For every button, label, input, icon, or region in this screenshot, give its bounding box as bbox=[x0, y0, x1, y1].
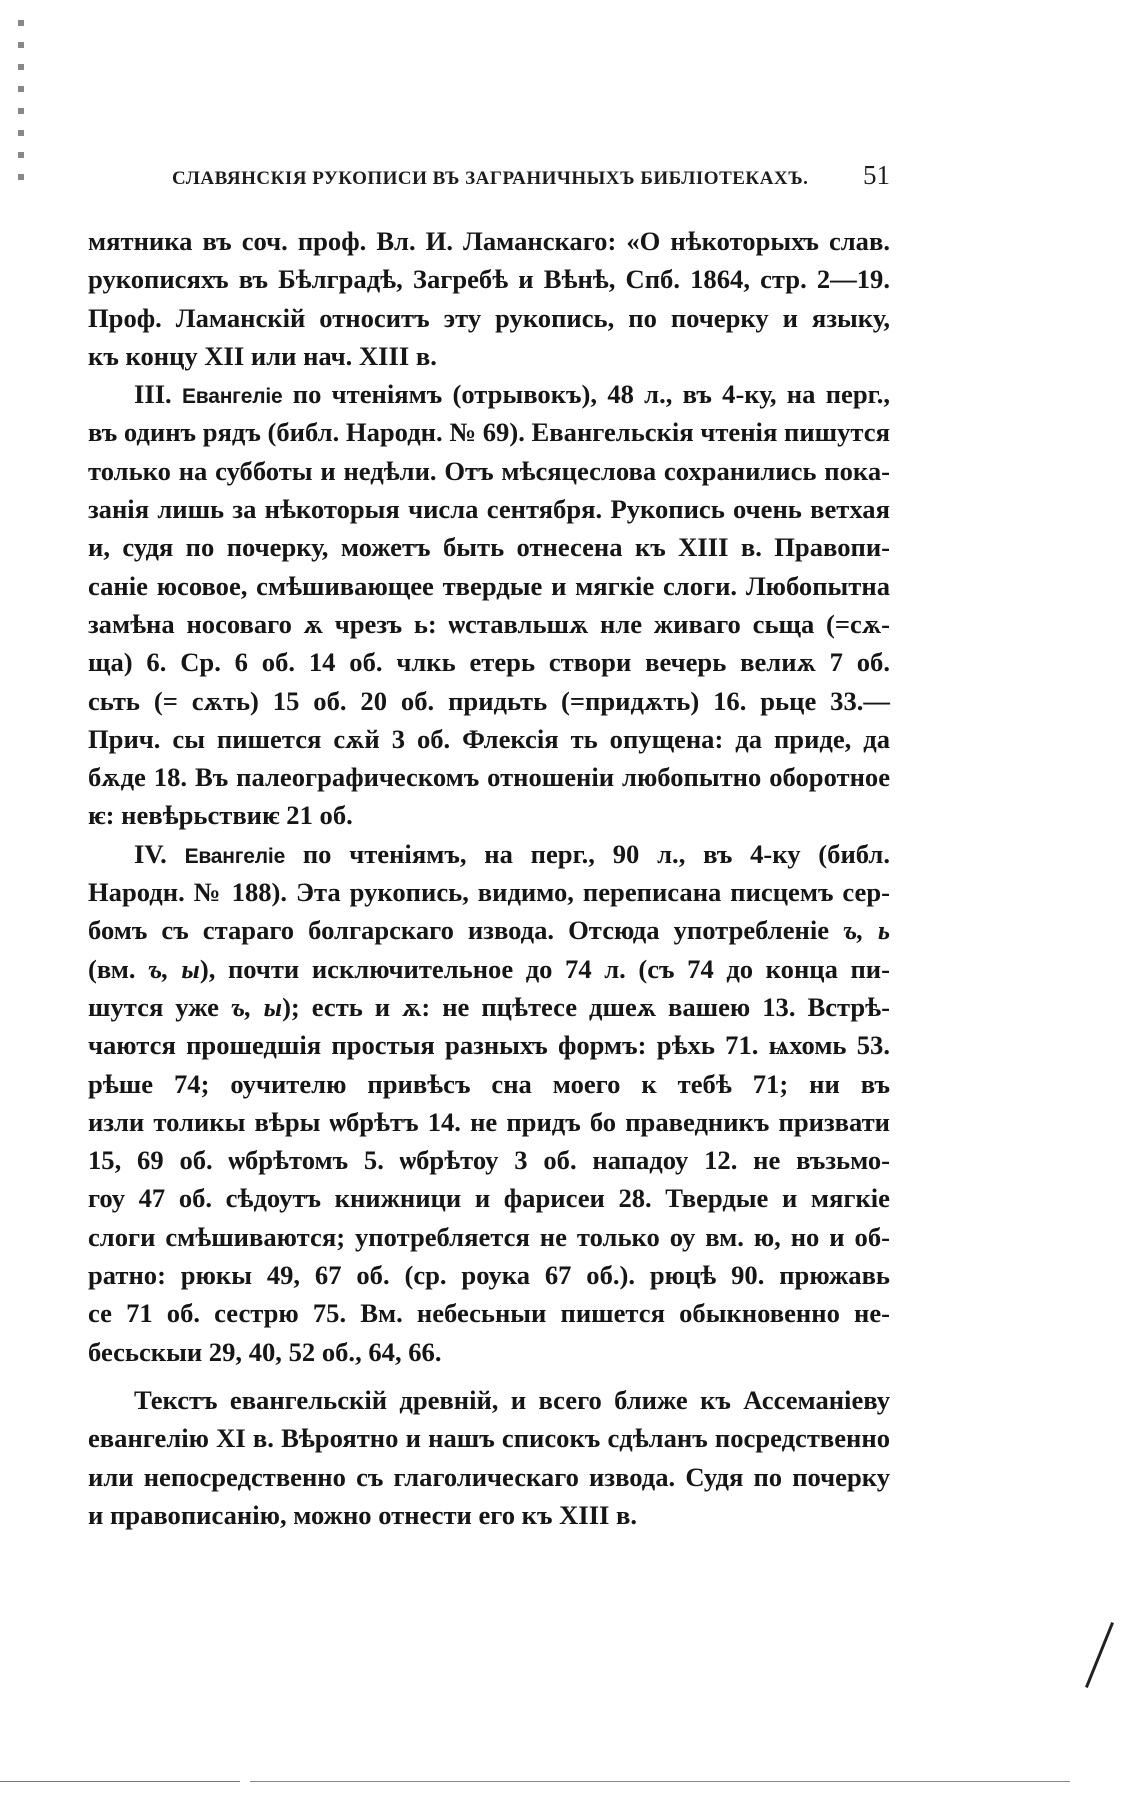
page-number: 51 bbox=[863, 160, 890, 190]
text-run-italic: ъ, ы bbox=[230, 991, 283, 1022]
bottom-rule bbox=[250, 1781, 1070, 1782]
text-line: бесьскыи 29, 40, 52 об., 64, 66. bbox=[88, 1336, 442, 1367]
text-line: только на субботы и недѣли. Отъ мѣсяцеслова сохранились пока- bbox=[88, 455, 890, 486]
text-run-italic: ъ, ь bbox=[843, 915, 890, 946]
section-number: III. bbox=[134, 379, 182, 410]
text-run-italic: ъ, ы bbox=[148, 953, 200, 984]
text-line: ща) 6. Ср. 6 об. 14 об. члкь етерь створи вечерь велиѫ 7 об. bbox=[88, 647, 890, 678]
text-run: по чтеніямъ, на перг., 90 л., въ 4-ку (библ. bbox=[285, 838, 890, 869]
text-line: 15, 69 об. ѡбрѣтомъ 5. ѡбрѣтоу 3 об. нападоу 12. не възьмо- bbox=[88, 1145, 890, 1176]
text-line bbox=[88, 950, 890, 988]
running-title: СЛАВЯНСКІЯ РУКОПИСИ ВЪ ЗАГРАНИЧНЫХЪ БИБЛІОТЕКАХЪ. bbox=[172, 168, 809, 189]
text-line: или непосредственно съ глаголическаго извода. Судя по почерку bbox=[88, 1461, 890, 1492]
text-line: и правописанію, можно отнести его къ XIII в. bbox=[88, 1499, 638, 1530]
text-line bbox=[88, 911, 890, 949]
text-line: слоги смѣшиваются; употребляется не только оу вм. ю, но и об- bbox=[88, 1221, 890, 1252]
section-title: Евангеліе bbox=[184, 844, 286, 868]
body-text bbox=[88, 222, 890, 1534]
text-run: ); есть и ѫ: не пцѣтесе дшеѫ вашею 13. Встрѣ- bbox=[282, 991, 890, 1022]
text-line: изли толикы вѣры ѡбрѣтъ 14. не придъ бо праведникъ призвати bbox=[88, 1106, 890, 1137]
running-head bbox=[172, 160, 890, 200]
text-line: чаются прошедшія простыя разныхъ формъ: рѣхь 71. ѩхомь 53. bbox=[88, 1030, 890, 1061]
text-run: по чтеніямъ (отрывокъ), 48 л., въ 4-ку, на перг., bbox=[282, 379, 890, 410]
text-line-section-iv bbox=[88, 835, 890, 873]
margin-pen-mark bbox=[1085, 1622, 1114, 1688]
text-line: рѣше 74; оучителю привѣсъ сна моего к тебѣ 71; ни въ bbox=[88, 1068, 890, 1099]
text-line: евангелію XI в. Вѣроятно и нашъ списокъ сдѣланъ посредственно bbox=[88, 1423, 890, 1454]
text-line: бѫде 18. Въ палеографическомъ отношеніи любопытно оборотное bbox=[88, 762, 890, 793]
text-run: шутся уже bbox=[88, 991, 231, 1022]
text-line: Прич. сы пишется сѫй 3 об. Флексія ть опущена: да приде, да bbox=[88, 723, 890, 754]
text-run: (вм. bbox=[88, 953, 149, 984]
text-line: и, судя по почерку, можетъ быть отнесена къ XIII в. Правопи- bbox=[88, 532, 890, 563]
text-line: гоу 47 об. сѣдоутъ книжници и фарисеи 28. Твердые и мягкіе bbox=[88, 1183, 890, 1214]
text-line: ратно: рюкы 49, 67 об. (ср. роука 67 об.). рюцѣ 90. прюжавь bbox=[88, 1260, 890, 1291]
text-line: въ одинъ рядъ (библ. Народн. № 69). Евангельскія чтенія пишутся bbox=[88, 417, 890, 448]
text-run: ), почти исключительное до 74 л. (съ 74 до конца пи- bbox=[199, 953, 890, 984]
text-line: къ концу XII или нач. XIII в. bbox=[88, 340, 437, 371]
text-line: мятника въ соч. проф. Вл. И. Ламанскаго: «О нѣкоторыхъ слав. bbox=[88, 226, 890, 256]
text-line: се 71 об. сестрю 75. Вм. небесьныи пишется обыкновенно не- bbox=[88, 1298, 890, 1329]
left-margin-marks bbox=[18, 20, 24, 180]
text-line: Народн. № 188). Эта рукопись, видимо, переписана писцемъ сер- bbox=[88, 877, 890, 908]
text-line: занія лишь за нѣкоторыя числа сентября. Рукопись очень ветхая bbox=[88, 494, 890, 525]
text-line: ѥ: невѣрьствиѥ 21 об. bbox=[88, 800, 353, 831]
text-line: рукописяхъ въ Бѣлградѣ, Загребѣ и Вѣнѣ, Спб. 1864, стр. 2—19. bbox=[88, 264, 890, 295]
text-line: Текстъ евангельскій древній, и всего ближе къ Ассеманіеву bbox=[134, 1384, 890, 1415]
text-line: сьть (= сѫть) 15 об. 20 об. придьть (=придѫть) 16. рьце 33.— bbox=[88, 685, 890, 716]
text-line: Проф. Ламанскій относитъ эту рукопись, по почерку и языку, bbox=[88, 302, 890, 333]
text-run: бомъ съ стараго болгарскаго извода. Отсюда употребленіе bbox=[88, 915, 844, 946]
text-line bbox=[88, 988, 890, 1026]
text-line: замѣна носоваго ѫ чрезъ ь: ѡставльшѫ нле живаго сьща (=сѫ- bbox=[88, 608, 890, 639]
section-title: Евангеліе bbox=[181, 385, 283, 409]
text-line: саніе юсовое, смѣшивающее твердые и мягкіе слоги. Любопытна bbox=[88, 570, 890, 601]
section-number: IV. bbox=[134, 838, 185, 869]
text-line-section-iii bbox=[88, 375, 890, 413]
bottom-rule bbox=[0, 1781, 240, 1782]
